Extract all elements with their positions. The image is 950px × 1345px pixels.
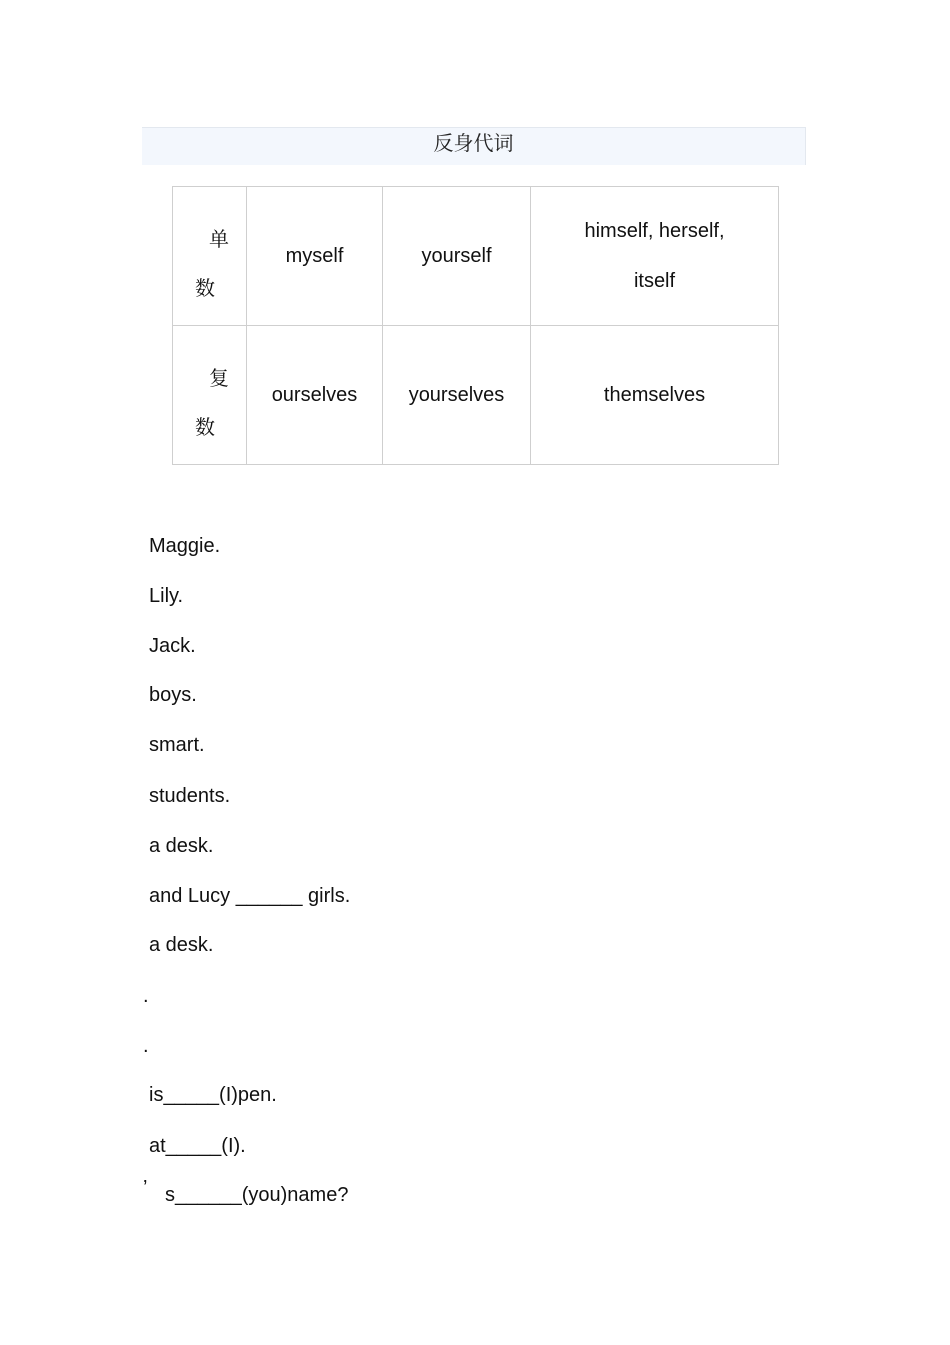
exercise-line: is_____(I)pen.	[149, 1084, 277, 1106]
page-title: 反身代词	[433, 131, 514, 155]
row-label-char: 数	[195, 276, 215, 300]
table-cell: yourselves	[383, 326, 531, 465]
exercise-line: Maggie.	[149, 535, 221, 557]
table-cell: themselves	[531, 326, 779, 465]
exercise-line: smart.	[149, 734, 205, 756]
table-cell-line: himself, herself,	[584, 220, 725, 242]
table-cell: ourselves	[247, 326, 383, 465]
exercise-line: and Lucy ______ girls.	[149, 885, 351, 907]
table-cell: myself	[247, 187, 383, 326]
exercise-line: .	[143, 1035, 149, 1057]
row-label-char: 数	[195, 415, 215, 439]
row-label-char: 复	[209, 366, 229, 390]
exercise-line: a desk.	[149, 835, 214, 857]
table-cell: yourself	[383, 187, 531, 326]
exercise-line: students.	[149, 785, 231, 807]
row-label-char: 单	[209, 227, 229, 251]
exercise-line: at_____(I).	[149, 1135, 246, 1157]
exercise-line: a desk.	[149, 934, 214, 956]
exercise-line: Lily.	[149, 585, 184, 607]
exercise-line: Jack.	[149, 635, 196, 657]
table-cell-line: itself	[633, 270, 676, 292]
apostrophe-mark: ’	[143, 1177, 148, 1199]
exercise-line: s______(you)name?	[165, 1184, 349, 1206]
exercise-line: .	[143, 985, 149, 1007]
exercise-line: boys.	[149, 684, 197, 706]
